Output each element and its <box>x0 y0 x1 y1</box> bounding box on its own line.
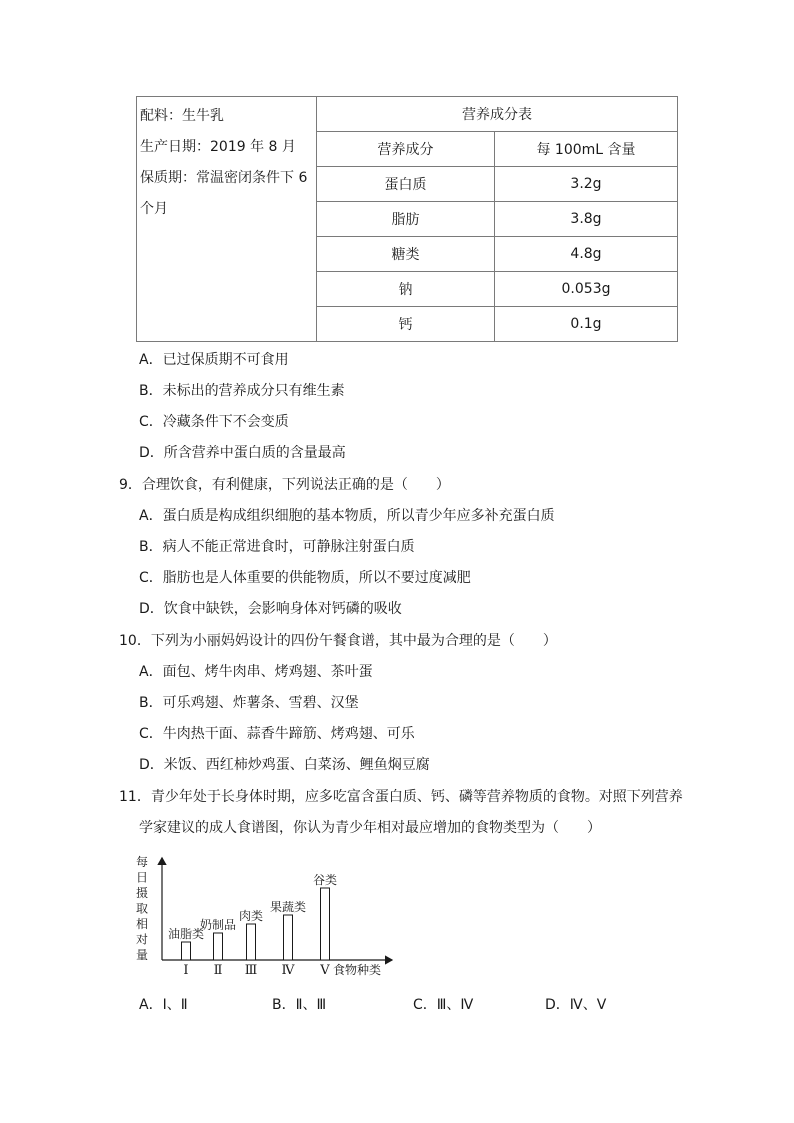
bar-3 <box>247 924 256 960</box>
q11-option-b: B．Ⅱ、Ⅲ <box>272 997 327 1013</box>
nutrient-value: 3.8g <box>495 202 678 237</box>
bar-label: 肉类 <box>238 909 264 923</box>
q10-option-b: B．可乐鸡翅、炸薯条、雪碧、汉堡 <box>139 695 359 711</box>
column-header: 营养成分 <box>317 132 495 167</box>
x-tick-label: Ⅲ <box>244 963 258 978</box>
q8-option-b: B．未标出的营养成分只有维生素 <box>139 383 345 399</box>
ingredients-text: 配料：生牛乳 <box>140 108 224 124</box>
q9-option-c: C．脂肪也是人体重要的供能物质，所以不要过度减肥 <box>139 570 471 586</box>
bar-label: 奶制品 <box>199 918 237 932</box>
q9-option-b: B．病人不能正常进食时，可静脉注射蛋白质 <box>139 539 415 555</box>
q9-option-a: A．蛋白质是构成组织细胞的基本物质，所以青少年应多补充蛋白质 <box>139 508 555 524</box>
q8-option-a: A．已过保质期不可食用 <box>139 352 289 368</box>
nutrient-name: 蛋白质 <box>317 167 495 202</box>
x-tick-label: Ⅱ <box>213 963 223 978</box>
nutrient-value: 4.8g <box>495 237 678 272</box>
nutrient-value: 0.053g <box>495 272 678 307</box>
bar-2 <box>214 933 223 960</box>
bar-label: 果蔬类 <box>269 900 307 914</box>
nutrient-name: 脂肪 <box>317 202 495 237</box>
bar-5 <box>321 888 330 960</box>
product-info-cell <box>137 97 317 342</box>
q11-option-c: C．Ⅲ、Ⅳ <box>413 997 474 1013</box>
q8-option-d: D．所含营养中蛋白质的含量最高 <box>139 445 346 461</box>
bar-label: 谷类 <box>312 873 338 887</box>
nutrient-value: 3.2g <box>495 167 678 202</box>
nutrient-name: 钙 <box>317 307 495 342</box>
q8-option-c: C．冷藏条件下不会变质 <box>139 414 289 430</box>
nutrient-name: 钠 <box>317 272 495 307</box>
x-tick-label: Ⅳ <box>281 963 295 978</box>
shelf-life-text: 保质期：常温密闭条件下 6 个月 <box>140 170 308 217</box>
q11-option-d: D．Ⅳ、Ⅴ <box>545 997 607 1013</box>
x-axis-label: 食物种类 <box>333 963 382 977</box>
q10-option-a: A．面包、烤牛肉串、烤鸡翅、茶叶蛋 <box>139 664 373 680</box>
nutrient-name: 糖类 <box>317 237 495 272</box>
food-intake-chart <box>130 852 400 980</box>
table-title: 营养成分表 <box>317 97 678 132</box>
x-tick-label: Ⅰ <box>183 963 189 978</box>
q9-option-d: D．饮食中缺铁，会影响身体对钙磷的吸收 <box>139 601 402 617</box>
y-axis-label: 每日摄取相对量 <box>135 855 149 962</box>
q9-stem: 9．合理饮食，有利健康，下列说法正确的是（ ） <box>119 477 450 493</box>
column-header: 每 100mL 含量 <box>495 132 678 167</box>
bar-4 <box>284 915 293 960</box>
q10-option-d: D．米饭、西红柿炒鸡蛋、白菜汤、鲤鱼焖豆腐 <box>139 757 430 773</box>
x-tick-label: Ⅴ <box>320 963 330 978</box>
q10-option-c: C．牛肉热干面、蒜香牛蹄筋、烤鸡翅、可乐 <box>139 726 415 742</box>
nutrition-table <box>136 96 678 342</box>
bar-1 <box>182 942 191 960</box>
q10-stem: 10．下列为小丽妈妈设计的四份午餐食谱，其中最为合理的是（ ） <box>119 633 557 649</box>
q11-stem-line2: 学家建议的成人食谱图，你认为青少年相对最应增加的食物类型为（ ） <box>139 820 601 836</box>
q11-stem-line1: 11．青少年处于长身体时期，应多吃富含蛋白质、钙、磷等营养物质的食物。对照下列营养 <box>119 789 683 805</box>
bar-label: 油脂类 <box>167 927 205 941</box>
nutrient-value: 0.1g <box>495 307 678 342</box>
production-date-text: 生产日期：2019 年 8 月 <box>140 139 296 155</box>
q11-option-a: A．Ⅰ、Ⅱ <box>139 997 188 1013</box>
